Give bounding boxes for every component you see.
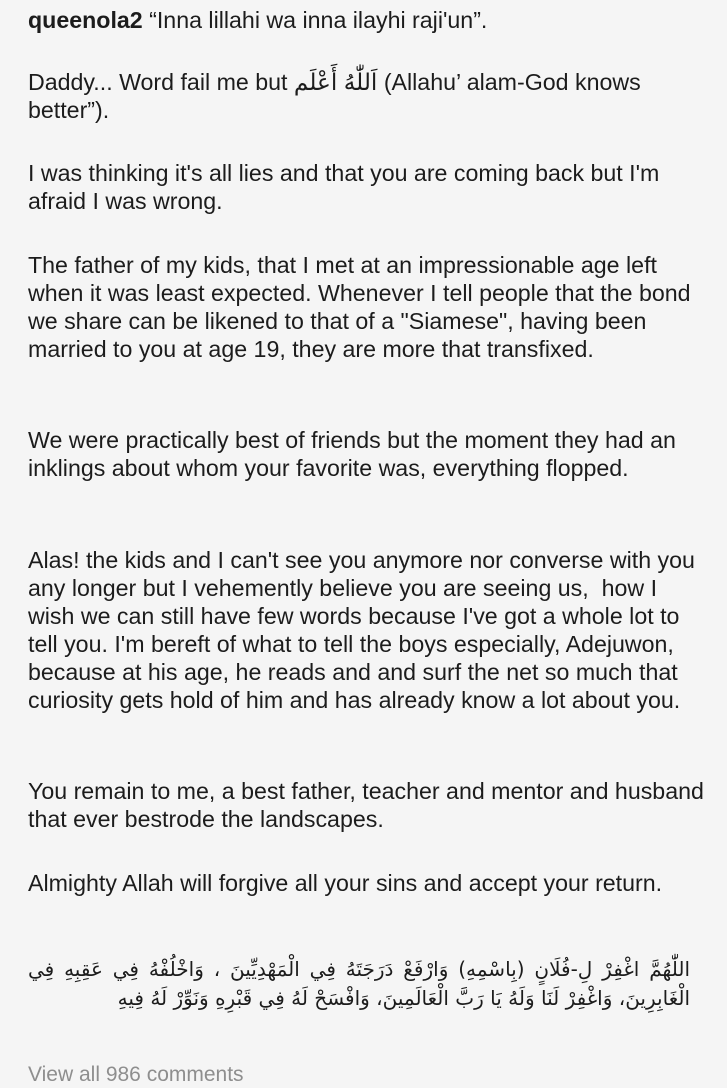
caption-paragraph: Daddy... Word fail me but اَللّٰهُ أَعْلَم (Allahu’ alam-God knows better”). (28, 69, 648, 123)
caption-intro (28, 6, 708, 34)
caption-paragraph: I was thinking it's all lies and that you are coming back but I'm afraid I was wrong. (28, 160, 666, 214)
view-all-comments-link[interactable]: View all 986 comments (28, 1063, 244, 1086)
caption-paragraph: Almighty Allah will forgive all your sins and accept your return. (28, 870, 663, 896)
caption-paragraph: The father of my kids, that I met at an impressionable age left when it was least expected. Whenever I tell people that the bond we share can be likened to that of a "Siamese", having been married to you at age 19, they are more that transfixed. (28, 252, 697, 362)
caption-intro-text: “Inna lillahi wa inna ilayhi raji'un”. (142, 7, 488, 33)
caption-paragraph: Alas! the kids and I can't see you anymore nor converse with you any longer but I vehemently believe you are seeing us, how I wish we can still have few words because I've got a whole lot to tell you. I'm bereft of what to tell the boys especially, Adejuwon, because at his age, he reads and and surf the net so much that curiosity gets hold of him and has already know a lot about you. (28, 547, 702, 713)
username-link[interactable]: queenola2 (28, 7, 143, 33)
caption-paragraph: We were practically best of friends but the moment they had an inklings about whom your favorite was, everything flopped. (28, 427, 683, 481)
caption-paragraph: You remain to me, a best father, teacher and mentor and husband that ever bestrode the landscapes. (28, 778, 711, 832)
arabic-prayer: اللّٰهُمَّ اغْفِرْ لِ-فُلَانٍ (بِاسْمِهِ) وَارْفَعْ دَرَجَتَهُ فِي الْمَهْدِيِّينَ ، وَاخْلُفْهُ فِي عَقِبِهِ فِي الْغَابِرِينَ، وَاغْفِرْ لَنَا وَلَهُ يَا رَبَّ الْعَالَمِينَ، وَافْسَحْ لَهُ فِي قَبْرِهِ وَنَوِّرْ لَهُ فِيهِ (21, 957, 690, 1010)
